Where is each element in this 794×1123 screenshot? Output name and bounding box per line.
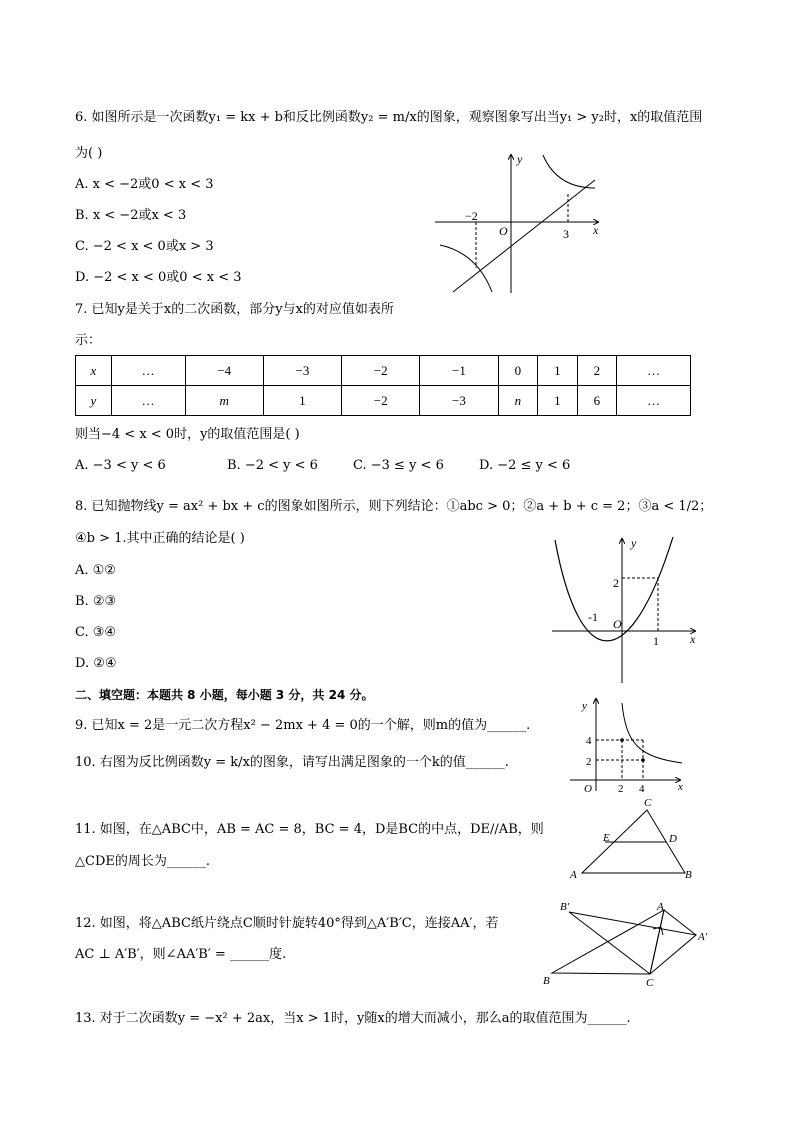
q10-graph: [570, 695, 690, 795]
q8-stem-line1: 8. 已知抛物线y = ax² + bx + c的图象如图所示，则下列结论：①abc > 0；②a + b + c = 2；③a < 1/2；: [75, 499, 713, 514]
q6-hyperbola-lower: [440, 245, 492, 292]
q7-stem-line1: 7. 已知y是关于x的二次函数，部分y与x的对应值如表所: [75, 302, 394, 317]
q10-hyperbola: [622, 703, 682, 763]
q11-stem-line1: 11. 如图，在△ABC中，AB = AC = 8，BC = 4，D是BC的中点，DE//AB，则: [75, 822, 544, 837]
q6-tick-neg: −2: [465, 209, 478, 223]
q10-tick-x2: 4: [639, 783, 645, 795]
table-header-x: x: [76, 356, 112, 386]
q10-tick-x1: 2: [618, 783, 624, 795]
q11-label-d: D: [669, 833, 677, 845]
q8-option-c[interactable]: C. ③④: [75, 625, 117, 640]
q6-stem-line2: 为( ): [75, 146, 103, 161]
q11-label-b: B: [685, 869, 692, 881]
q8-tick-neg: -1: [588, 610, 598, 624]
q10-text: 10. 右图为反比例函数y = k/x的图象，请写出满足图象的一个k的值______.: [75, 755, 509, 770]
table-cell: …: [111, 356, 185, 386]
q10-tick-y2: 2: [586, 756, 592, 768]
table-cell: 1: [538, 386, 578, 416]
table-row: [76, 356, 691, 386]
q12-label-c: C: [646, 977, 654, 989]
q8-x-label: x: [690, 632, 696, 646]
q12-label-b: B: [543, 975, 550, 987]
q8-tick-pos: 1: [653, 634, 659, 648]
q6-option-c[interactable]: C. −2 < x < 0或x > 3: [75, 239, 214, 254]
q8-option-a[interactable]: A. ①②: [75, 563, 116, 578]
table-cell: 0: [498, 356, 538, 386]
table-cell: …: [617, 386, 691, 416]
table-cell: 1: [263, 386, 341, 416]
q8-option-d[interactable]: D. ②④: [75, 656, 117, 671]
table-cell: −2: [342, 356, 420, 386]
q6-option-d[interactable]: D. −2 < x < 0或0 < x < 3: [75, 270, 242, 285]
table-cell: 2: [577, 356, 617, 386]
table-cell: n: [498, 386, 538, 416]
q10-y-label: y: [582, 700, 587, 712]
table-cell: −3: [420, 386, 498, 416]
q6-origin: O: [499, 224, 508, 238]
table-cell: −3: [263, 356, 341, 386]
q8-stem-line2: ④b > 1.其中正确的结论是( ): [75, 531, 245, 546]
q7-question: 则当−4 < x < 0时，y的取值范围是( ): [75, 427, 300, 442]
q6-hyperbola-upper: [543, 155, 595, 188]
q6-option-a[interactable]: A. x < −2或0 < x < 3: [75, 177, 214, 192]
q8-y-label: y: [631, 536, 637, 550]
section-2-heading: 二、填空题：本题共 8 小题，每小题 3 分，共 24 分。: [75, 688, 374, 702]
q7-option-b[interactable]: B. −2 < y < 6: [227, 458, 318, 473]
table-cell: 6: [577, 386, 617, 416]
q7-option-a[interactable]: A. −3 < y < 6: [75, 458, 166, 473]
q8-origin: O: [613, 617, 622, 631]
table-cell: −1: [420, 356, 498, 386]
table-cell: …: [617, 356, 691, 386]
table-cell: 1: [538, 356, 578, 386]
q12-label-a: A: [657, 901, 664, 913]
table-row: [76, 386, 691, 416]
q12-label-a-prime: A′: [698, 931, 708, 943]
q11-label-c: C: [644, 797, 652, 809]
table-header-y: y: [76, 386, 112, 416]
q8-graph: [550, 535, 700, 685]
q7-option-d[interactable]: D. −2 ≤ y < 6: [479, 458, 571, 473]
q11-label-a: A: [570, 869, 577, 881]
q12-stem-line1: 12. 如图，将△ABC纸片绕点C顺时针旋转40°得到△A′B′C，连接AA′，若: [75, 916, 499, 931]
q7-option-c[interactable]: C. −3 ≤ y < 6: [353, 458, 444, 473]
table-cell: m: [185, 386, 263, 416]
table-cell: −2: [342, 386, 420, 416]
q10-tick-y1: 4: [586, 735, 592, 747]
q8-option-b[interactable]: B. ②③: [75, 594, 117, 609]
q6-graph: [435, 150, 605, 295]
q12-stem-line2: AC ⊥ A′B′，则∠AA′B′ = ______度.: [75, 947, 287, 962]
q11-triangle-figure: [565, 795, 705, 885]
q6-stem-line1: 6. 如图所示是一次函数y₁ = kx + b和反比例函数y₂ = m/x的图象，观察图象写出当y₁ > y₂时，x的取值范围: [75, 110, 703, 125]
q6-line-graph: [453, 180, 595, 292]
q8-tick-y: 2: [613, 576, 619, 590]
q13-text: 13. 对于二次函数y = −x² + 2ax，当x > 1时，y随x的增大而减小，那么a的取值范围为______.: [75, 1011, 631, 1026]
q7-stem-line2: 示：: [75, 333, 102, 348]
q12-label-b-prime: B′: [560, 901, 570, 913]
q6-tick-pos: 3: [563, 227, 569, 241]
q6-x-label: x: [593, 223, 599, 237]
table-cell: −4: [185, 356, 263, 386]
q11-label-e: E: [603, 832, 610, 844]
q6-option-b[interactable]: B. x < −2或x < 3: [75, 208, 187, 223]
q7-value-table: [75, 355, 691, 416]
q6-y-label: y: [517, 152, 523, 166]
q9-text: 9. 已知x = 2是一元二次方程x² − 2mx + 4 = 0的一个解，则m的值为______.: [75, 718, 531, 733]
table-cell: …: [111, 386, 185, 416]
q12-rotation-figure: [540, 898, 720, 993]
q10-x-label: x: [678, 781, 683, 793]
q10-origin: O: [584, 783, 592, 795]
q11-stem-line2: △CDE的周长为______.: [75, 854, 210, 869]
